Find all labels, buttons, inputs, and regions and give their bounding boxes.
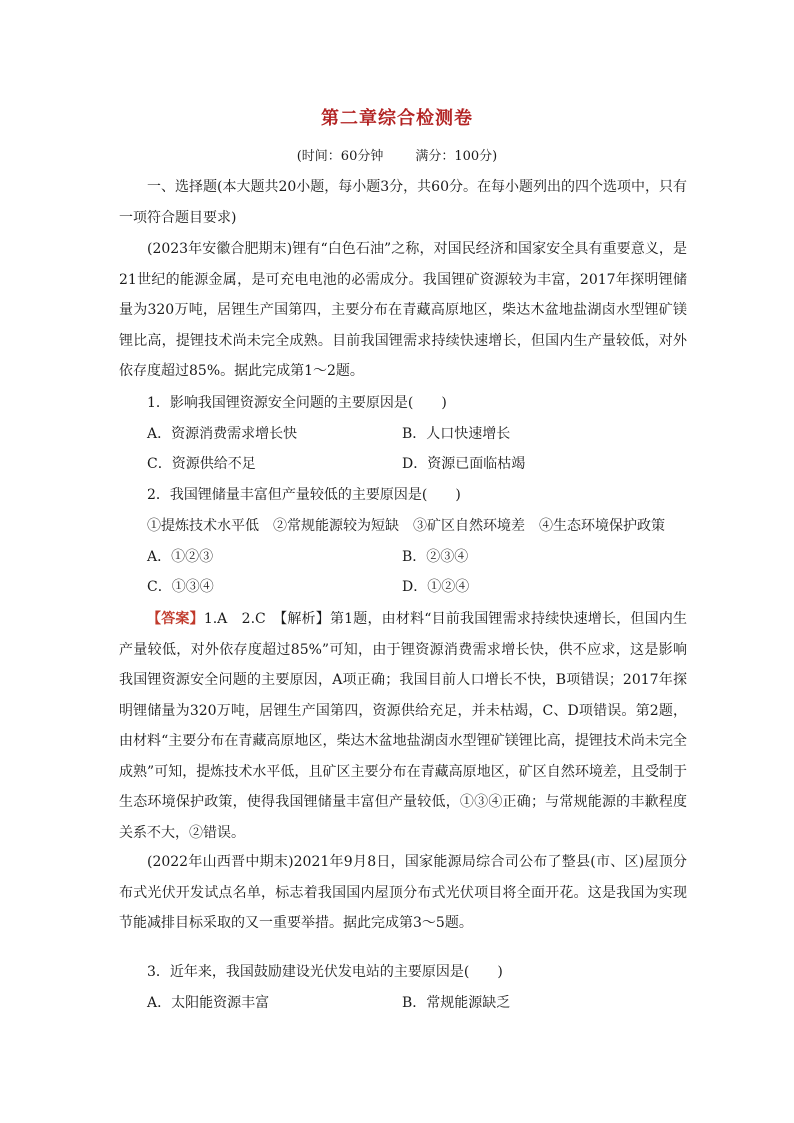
passage-2: (2022年山西晋中期末)2021年9月8日，国家能源局综合司公布了整县(市、区)屋顶分布式光伏开发试点名单，标志着我国国内屋顶分布式光伏项目将全面开花。这是我国为实现节能减排目标采取的又一重要举措。据此完成第3～5题。 xyxy=(119,854,687,931)
question-1-stem: 1．影响我国锂资源安全问题的主要原因是( ) xyxy=(147,395,447,411)
question-1-option-a: A．资源消费需求增长快 xyxy=(147,426,298,442)
analysis-label: 【解析】 xyxy=(280,611,330,627)
passage-1: (2023年安徽合肥期末)锂有“白色石油”之称，对国民经济和国家安全具有重要意义，是21世纪的能源金属，是可充电电池的必需成分。我国锂矿资源较为丰富，2017年探明锂储量为320万吨，居锂生产国第四，主要分布在青藏高原地区，柴达木盆地盐湖卤水型锂矿镁锂比高，提锂技术尚未完全成熟。目前我国锂需求持续快速增长，但国内生产量较低，对外依存度超过85%。据此完成第1～2题。 xyxy=(119,241,687,379)
question-1-option-d: D．资源已面临枯竭 xyxy=(402,456,526,472)
question-2-option-b: B．②③④ xyxy=(402,549,469,565)
section-heading: 一、选择题(本大题共20小题，每小题3分，共60分。在每小题列出的四个选项中，只有一项符合题目要求) xyxy=(119,179,687,226)
question-2-option-d: D．①②④ xyxy=(402,579,470,595)
question-2-option-c: C．①③④ xyxy=(147,579,214,595)
question-2-stem: 2．我国锂储量丰富但产量较低的主要原因是( ) xyxy=(147,487,461,503)
question-2-items: ①提炼技术水平低 ②常规能源较为短缺 ③矿区自然环境差 ④生态环境保护政策 xyxy=(147,518,665,534)
question-3-stem: 3．近年来，我国鼓励建设光伏发电站的主要原因是( ) xyxy=(147,964,503,980)
analysis-text: 第1题，由材料“目前我国锂需求持续快速增长，但国内生产量较低，对外依存度超过85%”可知，由于锂资源消费需求增长快，供不应求，这是影响我国锂资源安全问题的主要原因，A项正确；我国目前人口增长不快，B项错误；2017年探明锂储量为320万吨，居锂生产国第四，资源供给充足，并未枯竭，C、D项错误。第2题，由材料“主要分布在青藏高原地区，柴达木盆地盐湖卤水型锂矿镁锂比高，提锂技术尚未完全成熟”可知，提炼技术水平低，且矿区主要分布在青藏高原地区，矿区自然环境差，且受制于生态环境保护政策，使得我国锂储量丰富但产量较低，①③④正确；与常规能源的丰歉程度关系不大，②错误。 xyxy=(119,611,688,841)
question-2-option-a: A．①②③ xyxy=(147,549,214,565)
question-1-option-b: B．人口快速增长 xyxy=(402,426,511,442)
answer-analysis xyxy=(119,604,687,848)
page-title: 第二章综合检测卷 xyxy=(321,108,473,129)
full-score: 满分：100分) xyxy=(415,149,498,164)
exam-meta xyxy=(0,145,794,164)
question-1-option-c: C．资源供给不足 xyxy=(147,456,256,472)
time-limit: (时间：60分钟 xyxy=(296,149,384,164)
answer-value: 1.A 2.C xyxy=(203,611,281,627)
answer-label: 【答案】 xyxy=(147,611,204,627)
question-3-option-b: B．常规能源缺乏 xyxy=(402,995,511,1011)
question-3-option-a: A．太阳能资源丰富 xyxy=(147,995,270,1011)
